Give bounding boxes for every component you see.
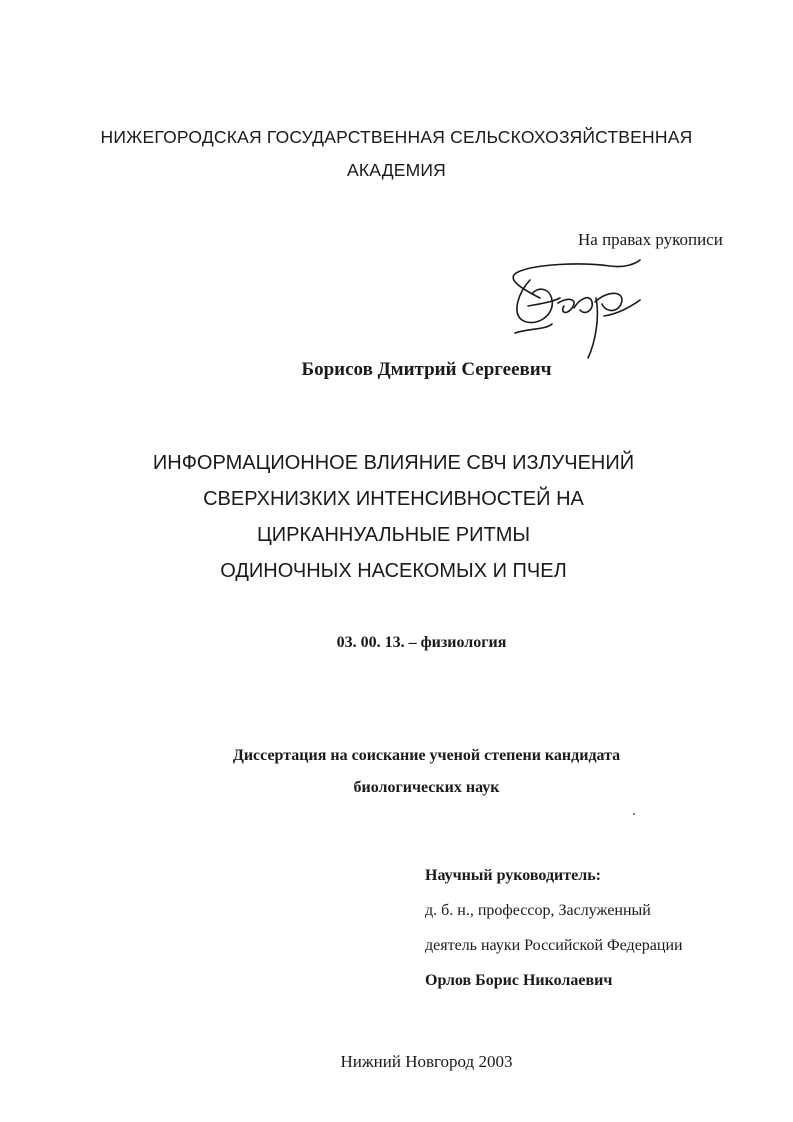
author-name: Борисов Дмитрий Сергеевич [301, 359, 552, 380]
supervisor-heading: Научный руководитель: [425, 867, 601, 884]
institution-line-1: НИЖЕГОРОДСКАЯ ГОСУДАРСТВЕННАЯ СЕЛЬСКОХОЗЯЙСТВЕННАЯ [100, 127, 693, 147]
title-line-4: ОДИНОЧНЫХ НАСЕКОМЫХ И ПЧЕЛ [220, 560, 567, 582]
handwritten-signature [500, 258, 660, 363]
city-year: Нижний Новгород 2003 [340, 1052, 513, 1071]
supervisor-honor: деятель науки Российской Федерации [425, 937, 683, 954]
institution-line-2: АКАДЕМИЯ [346, 160, 447, 180]
scan-speck [633, 813, 635, 815]
rights-note: На правах рукописи [578, 230, 723, 249]
supervisor-block [425, 858, 683, 998]
title-line-1: ИНФОРМАЦИОННОЕ ВЛИЯНИЕ СВЧ ИЗЛУЧЕНИЙ [152, 452, 635, 474]
title-line-2: СВЕРХНИЗКИХ ИНТЕНСИВНОСТЕЙ НА [203, 488, 584, 510]
dissertation-line-1: Диссертация на соискание ученой степени кандидата [232, 747, 621, 764]
supervisor-name: Орлов Борис Николаевич [425, 972, 613, 989]
institution-name [0, 121, 793, 187]
specialty-code: 03. 00. 13. – физиология [336, 634, 507, 651]
dissertation-line-2: биологических наук [353, 779, 500, 796]
dissertation-degree [30, 740, 793, 804]
dissertation-title [0, 445, 790, 589]
supervisor-degree: д. б. н., профессор, Заслуженный [425, 902, 651, 919]
title-line-3: ЦИРКАННУАЛЬНЫЕ РИТМЫ [256, 524, 531, 546]
